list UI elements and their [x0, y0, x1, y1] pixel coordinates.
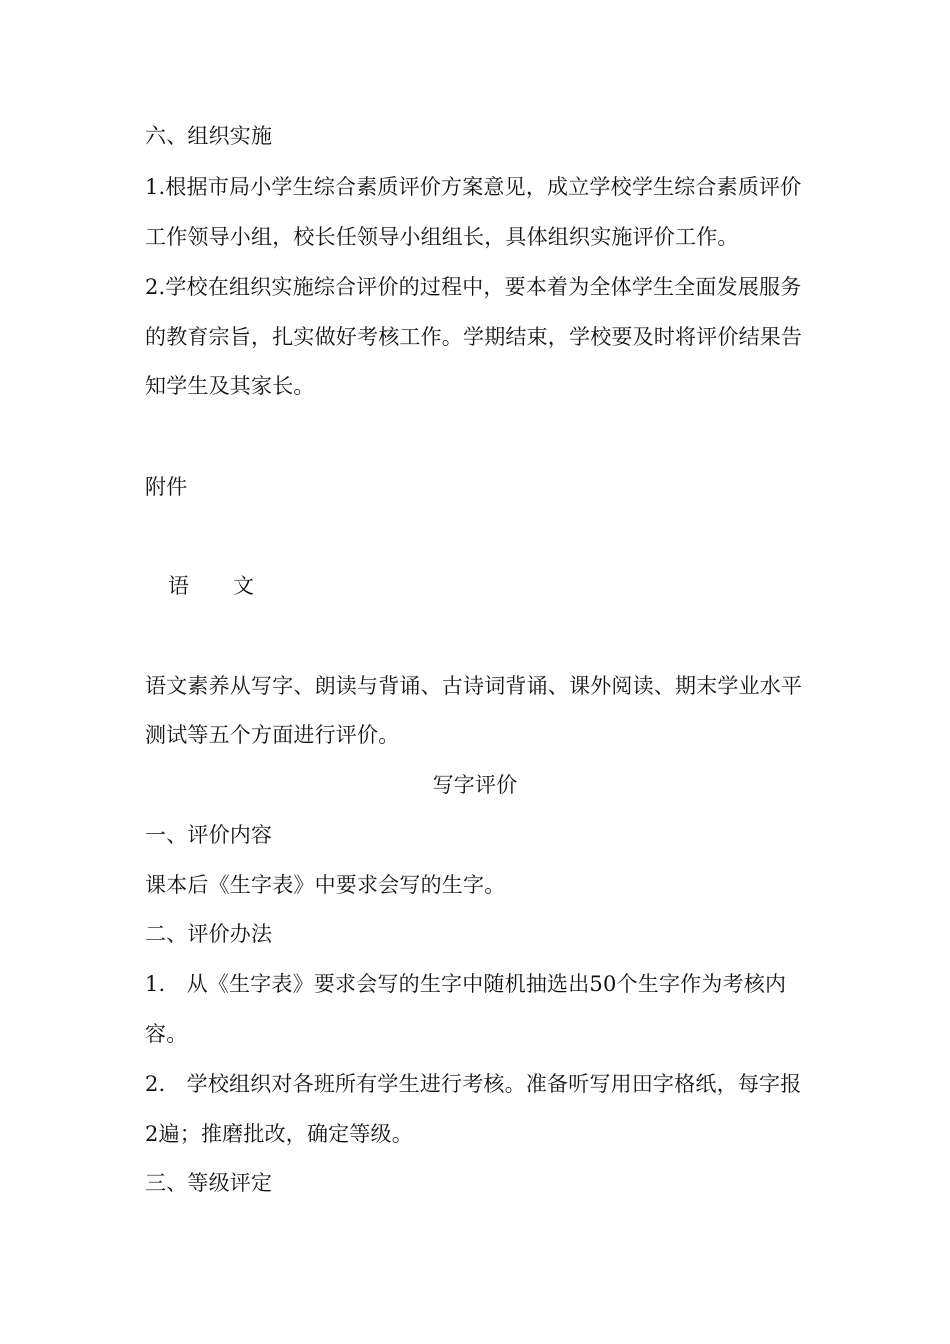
subject-title: [168, 571, 833, 601]
section-heading: 二、评价办法: [145, 922, 273, 946]
subject-char: 文: [233, 574, 254, 598]
paragraph-line: 2.学校在组织实施综合评价的过程中，要本着为全体学生全面发展服务: [145, 275, 802, 299]
section-heading: 三、等级评定: [145, 1171, 273, 1195]
section-title: 写字评价: [432, 773, 518, 797]
paragraph-line: 课本后《生字表》中要求会写的生字。: [145, 873, 506, 897]
subject-char: 语: [168, 574, 189, 598]
paragraph-line: 工作领导小组，校长任领导小组组长，具体组织实施评价工作。: [145, 225, 739, 249]
section-heading: 六、组织实施: [145, 124, 273, 148]
paragraph-line: 2遍；推磨批改，确定等级。: [145, 1122, 413, 1146]
paragraph-line: 容。: [145, 1022, 188, 1046]
paragraph-line: 知学生及其家长。: [145, 374, 315, 398]
section-heading: 一、评价内容: [145, 823, 273, 847]
paragraph-line: 1.根据市局小学生综合素质评价方案意见，成立学校学生综合素质评价: [145, 175, 802, 199]
attachment-label: 附件: [145, 475, 188, 499]
paragraph-line: 测试等五个方面进行评价。: [145, 723, 400, 747]
paragraph-line: 的教育宗旨，扎实做好考核工作。学期结束，学校要及时将评价结果告: [145, 325, 803, 349]
paragraph-line: 2. 学校组织对各班所有学生进行考核。准备听写用田字格纸，每字报: [145, 1072, 802, 1096]
paragraph-line: 语文素养从写字、朗读与背诵、古诗词背诵、课外阅读、期末学业水平: [145, 674, 803, 698]
paragraph-line: 1. 从《生字表》要求会写的生字中随机抽选出50个生字作为考核内: [145, 972, 787, 996]
